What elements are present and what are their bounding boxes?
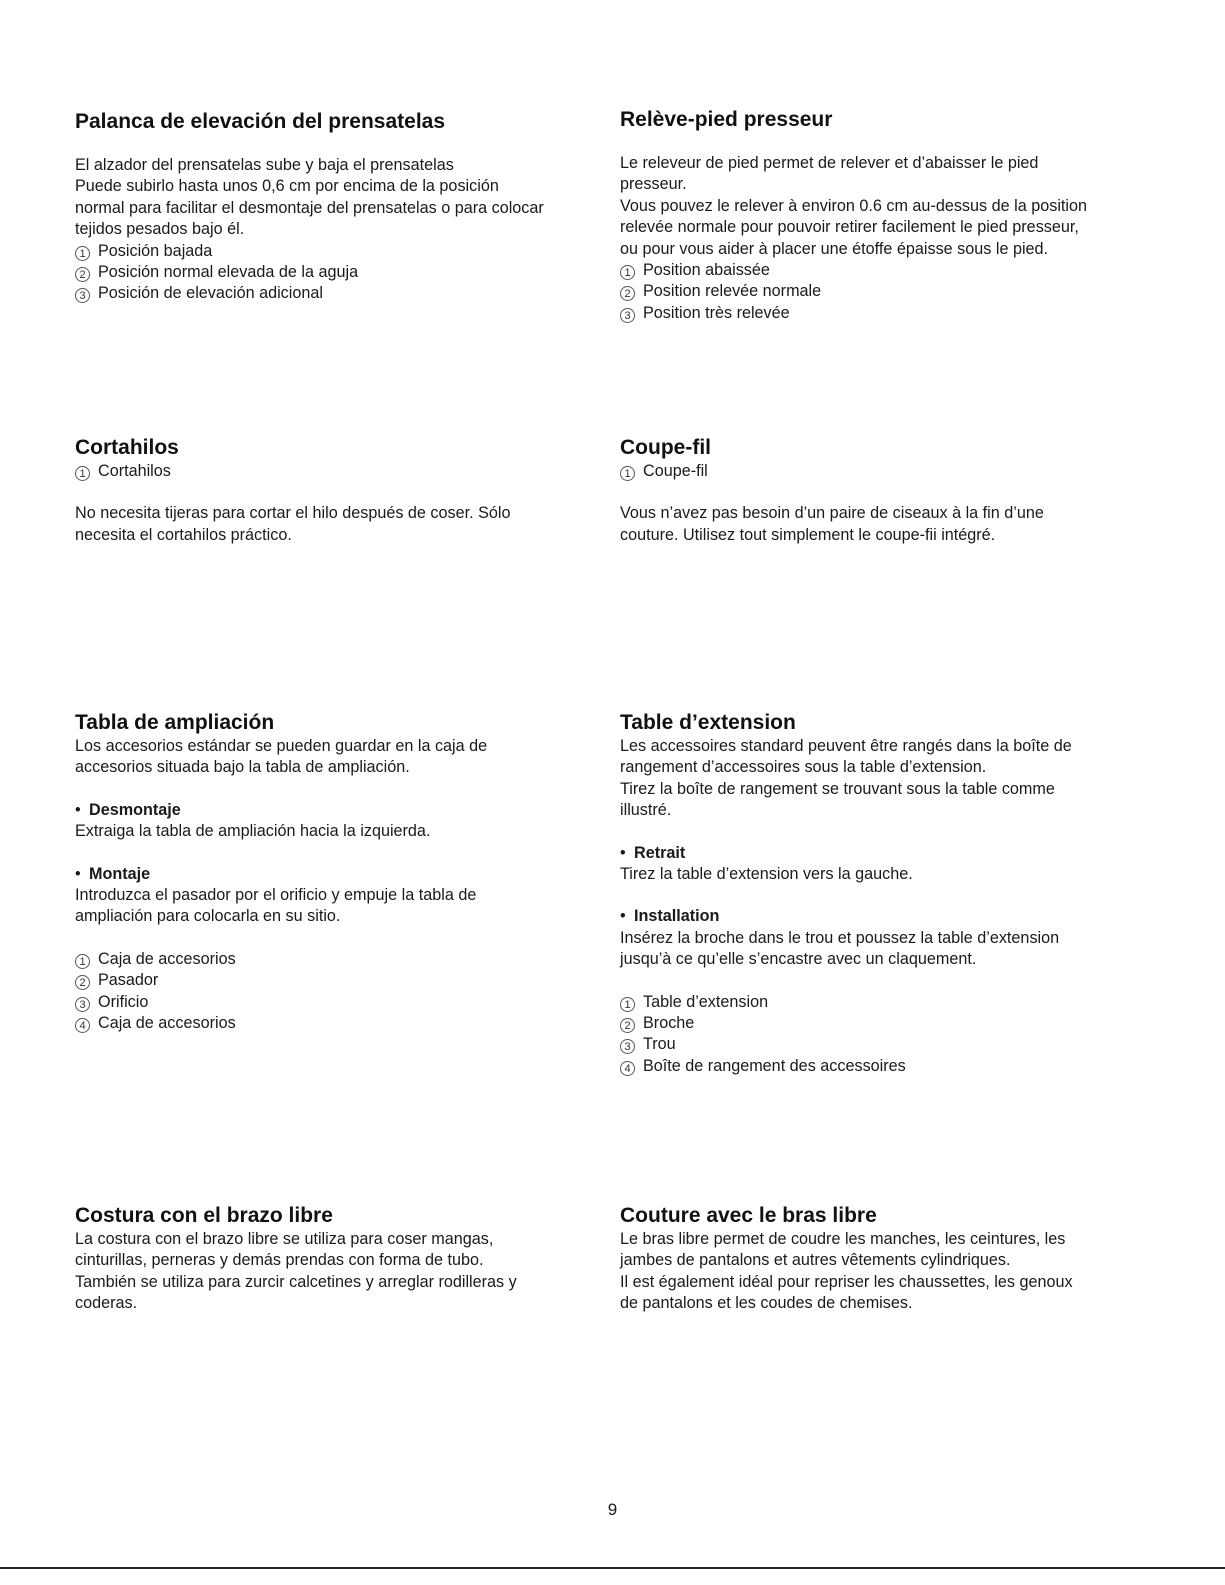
paragraph-line: couture. Utilisez tout simplement le coupe-fii intégré. — [620, 525, 996, 544]
paragraph-line: Les accessoires standard peuvent être rangés dans la boîte de — [620, 737, 1072, 755]
number-marker: 3 — [620, 308, 635, 323]
section-title: Tabla de ampliación — [75, 711, 275, 734]
number-marker: 3 — [620, 1039, 635, 1054]
paragraph-line: Tirez la table d’extension vers la gauche. — [620, 865, 913, 884]
list-item: 4 Boîte de rangement des accessoires — [620, 1056, 1145, 1077]
paragraph-line: normal para facilitar el desmontaje del prensatelas o para colocar — [75, 198, 544, 217]
paragraph-line: Il est également idéal pour repriser les chaussettes, les genoux — [620, 1272, 1073, 1291]
paragraph-line: Vous n’avez pas besoin d’un paire de ciseaux à la fin d’une — [620, 504, 1044, 523]
bottom-rule — [0, 1567, 1225, 1569]
paragraph-line: rangement d’accessoires sous la table d’extension. — [620, 758, 987, 777]
paragraph-line: cinturillas, perneras y demás prendas con forma de tubo. — [75, 1251, 484, 1270]
section-title: Coupe-fil — [620, 436, 711, 459]
section-free-arm-fr — [620, 1203, 1145, 1315]
list-item: 1 Caja de accesorios — [75, 949, 600, 970]
paragraph-line: illustré. — [620, 801, 672, 820]
paragraph-line: relevée normale pour pouvoir retirer facilement le pied presseur, — [620, 218, 1079, 237]
section-title: Couture avec le bras libre — [620, 1204, 877, 1227]
section-title: Relève-pied presseur — [620, 108, 833, 131]
paragraph-line: El alzador del prensatelas sube y baja el prensatelas — [75, 156, 454, 174]
list-item: 1 Cortahilos — [75, 461, 600, 482]
number-marker: 1 — [75, 466, 90, 481]
section-extension-table-fr — [620, 710, 1145, 1077]
number-marker: 3 — [75, 997, 90, 1012]
number-marker: 2 — [620, 286, 635, 301]
paragraph-line: de pantalons et les coudes de chemises. — [620, 1294, 913, 1313]
section-title: Cortahilos — [75, 436, 179, 459]
list-item: 2 Pasador — [75, 970, 600, 991]
paragraph-line: jusqu’à ce qu’elle s’encastre avec un claquement. — [620, 950, 977, 969]
section-presser-lever-es — [75, 109, 600, 305]
paragraph-line: accesorios situada bajo la tabla de ampliación. — [75, 758, 410, 777]
bullet-heading: • Desmontaje — [75, 800, 600, 821]
number-marker: 1 — [620, 466, 635, 481]
section-title: Palanca de elevación del prensatelas — [75, 110, 446, 133]
number-marker: 4 — [75, 1018, 90, 1033]
paragraph-line: ou pour vous aider à placer une étoffe épaisse sous le pied. — [620, 239, 1049, 258]
section-title: Costura con el brazo libre — [75, 1204, 333, 1227]
section-title: Table d’extension — [620, 711, 796, 734]
paragraph-line: Los accesorios estándar se pueden guardar en la caja de — [75, 737, 488, 755]
list-item: 3 Trou — [620, 1034, 1145, 1055]
paragraph-line: Vous pouvez le relever à environ 0.6 cm au-dessus de la position — [620, 196, 1088, 215]
paragraph-line: Insérez la broche dans le trou et poussez la table d’extension — [620, 928, 1060, 947]
section-thread-cutter-fr — [620, 435, 1145, 546]
list-item: 1 Coupe-fil — [620, 461, 1145, 482]
section-presser-lever-fr — [620, 107, 1145, 324]
list-item: 4 Caja de accesorios — [75, 1013, 600, 1034]
list-item: 2 Broche — [620, 1013, 1145, 1034]
list-item: 3 Posición de elevación adicional — [75, 283, 600, 304]
number-marker: 1 — [75, 246, 90, 261]
paragraph-line: También se utiliza para zurcir calcetines y arreglar rodilleras y — [75, 1272, 517, 1291]
number-marker: 4 — [620, 1061, 635, 1076]
list-item: 1 Position abaissée — [620, 260, 1145, 281]
list-item: 1 Posición bajada — [75, 241, 600, 262]
list-item: 3 Position très relevée — [620, 303, 1145, 324]
paragraph-line: coderas. — [75, 1294, 138, 1313]
bullet-heading: • Retrait — [620, 843, 1145, 864]
paragraph-line: No necesita tijeras para cortar el hilo después de coser. Sólo — [75, 504, 511, 523]
number-marker: 1 — [620, 997, 635, 1012]
number-marker: 3 — [75, 288, 90, 303]
number-marker: 2 — [75, 975, 90, 990]
paragraph-line: Puede subirlo hasta unos 0,6 cm por encima de la posición — [75, 177, 499, 196]
paragraph-line: Tirez la boîte de rangement se trouvant sous la table comme — [620, 779, 1055, 798]
paragraph-line: tejidos pesados bajo él. — [75, 220, 245, 239]
paragraph-line: ampliación para colocarla en su sitio. — [75, 907, 341, 926]
section-free-arm-es — [75, 1203, 600, 1315]
bullet-heading: • Installation — [620, 906, 1145, 927]
list-item: 1 Table d’extension — [620, 992, 1145, 1013]
number-marker: 2 — [75, 267, 90, 282]
list-item: 2 Posición normal elevada de la aguja — [75, 262, 600, 283]
paragraph-line: Le releveur de pied permet de relever et d’abaisser le pied — [620, 154, 1039, 172]
list-item: 2 Position relevée normale — [620, 281, 1145, 302]
bullet-heading: • Montaje — [75, 864, 600, 885]
paragraph-line: La costura con el brazo libre se utiliza para coser mangas, — [75, 1230, 494, 1248]
paragraph-line: necesita el cortahilos práctico. — [75, 525, 292, 544]
paragraph-line: Introduzca el pasador por el orificio y empuje la tabla de — [75, 886, 477, 905]
paragraph-line: presseur. — [620, 175, 687, 194]
section-extension-table-es — [75, 710, 600, 1034]
number-marker: 1 — [75, 954, 90, 969]
paragraph-line: Extraiga la tabla de ampliación hacia la izquierda. — [75, 822, 431, 841]
list-item: 3 Orificio — [75, 992, 600, 1013]
page-number: 9 — [607, 1500, 618, 1519]
section-thread-cutter-es — [75, 435, 600, 546]
paragraph-line: jambes de pantalons et autres vêtements cylindriques. — [620, 1251, 1011, 1270]
number-marker: 2 — [620, 1018, 635, 1033]
paragraph-line: Le bras libre permet de coudre les manches, les ceintures, les — [620, 1230, 1066, 1248]
number-marker: 1 — [620, 265, 635, 280]
